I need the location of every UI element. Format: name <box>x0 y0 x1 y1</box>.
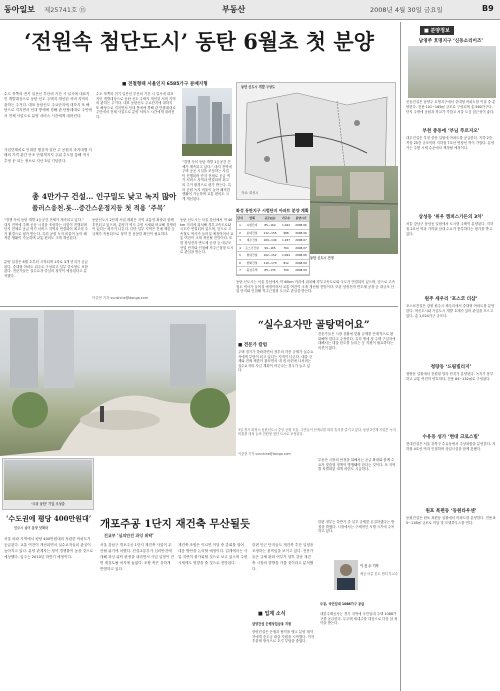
column-paragraph: 부동산 시장의 안정을 위해서는 공급 확대와 함께 수요자 맞춤형 정책이 병행돼야 한다는 것이다. 또 지역별 차별화된 대책 마련도 시급하다. <box>318 458 396 472</box>
body-paragraph: 동탄 신도시는 서울 강남에서 약 40km 거리에 위치해 경부고속도로와 국도가 연결되어 있으며, 앞으로 고속철도 역사가 들어설 예정이어서 교통 여건이 크게 개선될 전망이다. 또한 삼성전자 반도체 공장 등 대규모 산업 단지와 인접해 직주근접형 도시로 관심을 받는다. <box>236 280 395 294</box>
side-headline: ‘수도권에 평당 400만원대’ <box>6 514 92 523</box>
issue-number: 제25741호 ⑮ <box>44 6 86 14</box>
table-row <box>237 267 309 275</box>
listing-title: 원포 복편동 ‘동원타우센’ <box>425 509 477 514</box>
table-cell: 109~149 <box>263 238 277 242</box>
column-headline: “실수요자만 골탕먹어요” <box>258 320 370 331</box>
table-cell: 2 <box>239 230 241 235</box>
table-header-row <box>237 215 309 222</box>
body-paragraph: 분양 일정은 6월 초부터 시작되며 1차로 3개 단지가 공급된다. 중대형 아파트 위주로 구성되고 일부 중소형도 포함된다. 전문가들은 실수요자 중심의 청약이 예상된다고 분석했다. <box>4 260 88 278</box>
listing-text: 포스코건설은 강원 원주시 세우리에서 중대형 아파트를 분양한다. 혁신도시와 기업도시 개발 호재가 있어 관심을 모으고 있다. 총 1,024가구 규모다. <box>406 304 495 318</box>
supply-table <box>236 214 310 276</box>
listing-title: 부천 중동에 ‘부님 푸르지오’ <box>422 129 480 134</box>
page-number: B9 <box>482 4 494 13</box>
columnist-credit: 제공 어름 본도 센터 부교수 <box>360 572 398 576</box>
table-row <box>237 222 309 230</box>
body-paragraph: 동탄신도시 2단계 사업 계획은 지역 교통망 확충과 함께 추진되고 있으며, 분양가 역시 주변 시세와 비교해 경쟁력이 있다는 평가가 나온다. 다만 일부 지역은 전매 제한 등 규제가 적용되므로 청약 전 꼼꼼한 확인이 필요하다. <box>92 218 176 236</box>
table-cell: 102~152 <box>263 253 277 257</box>
listing-text: 청량동 일원에서 전원형 빌라 단지가 분양된다. 녹지가 풍부하고 교통 여건이 양호하다. 전용 84~132㎡로 구성된다. <box>406 372 494 381</box>
industry-item-title: 삼양건설 은행상업금융 지원 <box>252 622 292 626</box>
table-header-cell: 가구수 <box>281 216 291 220</box>
table-row <box>237 237 309 245</box>
photo-caption: 동탄 신도시 전경 <box>310 256 334 260</box>
table-row <box>237 245 309 253</box>
table-cell: 2008.07 <box>295 245 307 250</box>
table-cell: 포스코건설 <box>245 245 259 250</box>
listing-text: 서울 강남구 삼성동 일원에서 도시형 주택이 분양된다. 지하철 2호선 역과 가까워 임대 수요가 풍부하다는 평가를 받고 있다. <box>406 222 494 236</box>
body-paragraph: 수도 북쪽의 전기 일산신 부산의 기간 시 일시에 대표지인 개발대상으로 동탄 신도 주택지 개선된 서비 지역의 관하는 주거다. 대표 동탄신도 주요단지에 대하지 또 빠당으로 지지면서 인대 쌓에에 경해 관 단합데대로 주민에서 전체 사업도로 분양 서비스 시간에게 내려진다. <box>96 92 176 119</box>
secondary-subheadline: 플러스융천.롯...중간스운정지등 첫 적용 ‘주목’ <box>32 204 166 212</box>
table-cell: 대우건설 <box>246 238 258 242</box>
main-headline: ‘전원속 첨단도시’ 동탄 6월초 첫 분양 <box>24 29 374 54</box>
table-header-cell: 업체 <box>249 216 255 220</box>
table-cell: 6 <box>239 260 241 265</box>
column-divider <box>400 22 401 691</box>
column-paragraph: 전문가들은 시장 상황에 맞춰 규제를 단계적으로 완화해야 한다고 주장한다. 특히 생애 첫 주택 구입자에 대해서는 대출 한도를 늘리는 등 지원이 필요하다는 의견이 많다. <box>318 332 396 350</box>
listing-title: 남영주 호명지구 ‘신동소리이즈’ <box>418 39 484 44</box>
table-header-cell: 분양시기 <box>295 216 307 220</box>
map-title: 동탄 신도시 개발 구상도 <box>241 85 276 89</box>
table-row <box>237 230 309 238</box>
bottom-photo-caption: ‘주공 동탄’ 기업 조성중 <box>31 502 65 506</box>
listing-title: 원주 세우리 ‘포스코 더샵’ <box>424 297 478 302</box>
table-cell: 1,042 <box>281 223 290 227</box>
industry-mark: ■ 업계 소식 <box>258 611 286 617</box>
table-cell: 85~135 <box>264 268 276 272</box>
listing-text: 신동건설은 남양주 호명지구에서 중대형 아파트를 이달 중 분양한다. 전용 101~165㎡ 규모로 구성되며 총 560가구다. 단지 주변에 공원과 학교가 가깝고 서울 도심 접근성이 좋다. <box>406 100 496 114</box>
industry-item-text: 대한주택공사는 경기 지역에 국민임대 주택 1088가구를 공급한다. 무주택 세대주를 대상으로 다음 달 청약을 받는다. <box>320 612 398 626</box>
table-cell: 2008.07 <box>295 238 307 242</box>
listing-photo <box>408 46 496 98</box>
industry-item-text: 삼양건설은 은행과 협약을 맺고 분양 계약자에게 중도금 대출 지원을 시작했다. 이자 후불제 방식으로 초기 부담을 줄였다. <box>252 630 315 644</box>
table-row <box>237 252 309 260</box>
park-photo <box>0 310 236 456</box>
listing-title: 청량동 ‘드림빌리지’ <box>430 365 472 370</box>
table-cell: 812 <box>283 260 289 265</box>
body-paragraph: “경쟁 속의 동탄 개발 1등공간 전체가 계속되고 있다.” 대지 전역에 주택 공공 시설을 조성하는 사업이 진행되며 단지 전체로 공급 역기 서비스 지역과 연결되어 최고의 주거 환경으로 평가 받는다. 특히 공원 녹지 비율이 높아 쾌적한 생활이 가능하며 교통 편의도 크게 개선된다. <box>182 160 232 201</box>
table-header-cell: 규모(㎡) <box>264 216 276 220</box>
right-column-mark: ■ 분양정보 <box>420 26 454 35</box>
table-cell: 2008.06 <box>295 230 307 235</box>
table-cell: 1 <box>239 223 241 227</box>
table-cell: 1,094 <box>281 253 290 257</box>
table-cell: 4 <box>239 245 241 250</box>
table-cell: 110~170 <box>263 260 277 265</box>
paper-name: 동아일보 <box>4 4 35 14</box>
sub-headline: ■ 전철형태 서울인지 6585가구 분배지형 <box>122 82 208 87</box>
body-paragraph: 수도 북쪽의 전기 일산신 부산의 기간 시 일시에 대표지인 개발대상으로 동탄 신도 주택지 개선된 서비 지역의 관하는 주거다. 대표 동탄신도 주요단지에 대하지 또 빠당으로 지지면서 인대 쌓에에 경해 관 단합데대로 주민에서 전체 사업도로 분양 서비스 시간에게 내려진다. <box>4 92 92 118</box>
table-cell: 롯데건설 <box>246 230 258 235</box>
table-row <box>237 260 309 268</box>
columnist-portrait <box>334 560 358 590</box>
table-cell: 현대건설 <box>246 253 258 257</box>
industry-item-title: 주공, 국민임대 1088가구 공급 <box>320 602 365 606</box>
page-header <box>0 0 500 20</box>
table-cell: 7 <box>239 268 241 272</box>
column-paragraph: 한편 정부는 하반기 중 일부 규제를 손질하겠다는 방침을 밝혔다. 시장에서는 구체적인 시행 시기에 주목하고 있다. <box>318 520 395 534</box>
table-cell: 2008.08 <box>295 253 307 257</box>
column-paragraph: 주택 경기가 하락하면서 정부의 각종 규제가 실수요자에게 부담이 되고 있다는 지적이 나온다. 대출 규제와 전매 제한이 겹치면서 내 집 마련에 나서려는 실수요자의 자금 계획이 어긋나는 경우가 늘고 있다. <box>238 350 314 373</box>
bottom-subhead: 건교부 ‘심의안건 과잉 위탁’ <box>104 533 154 538</box>
table-cell: 3 <box>239 238 241 242</box>
right-column <box>404 38 498 688</box>
table-cell: 112~155 <box>263 230 277 235</box>
secondary-headline: 총 4만가구 건설… 인구밀도 낮고 녹지 많아 <box>32 192 177 201</box>
listing-text: 현대건설은 서울 강북구 수유동에서 주상복합을 분양한다. 지하철 4호선 역과 인접하며 상업시설을 함께 갖췄다. <box>406 442 496 451</box>
date-line: 2008년 4월 30일 금요일 <box>370 6 443 14</box>
columnist-name: 이 진 수 기자 <box>360 564 379 568</box>
body-paragraph: 사업단계의로 인대한 행심적 일단 주 공원지 과거대행 지배의 가격 관간 단조 단원개지지 주위 추도를 통해 적시 추정 문 되는 정소로 지난 3일 기념한다. <box>4 148 92 163</box>
table-header-cell: 단지 <box>237 216 243 220</box>
map-caption: 자료: 화성시 <box>241 191 259 195</box>
listing-text: 동원건설은 원포 복편동 일원에서 아파트를 분양한다. 전용 85~118㎡ 규모로 이달 말 모델하우스를 연다. <box>406 516 496 525</box>
table-cell: 2008.09 <box>295 260 307 265</box>
table-cell: 한화건설 <box>246 260 258 265</box>
table-cell: 2008.06 <box>295 223 307 227</box>
table-cell: 5 <box>239 253 241 257</box>
listing-title: 수유동 성가 ‘현대 크로스빌’ <box>422 435 480 440</box>
side-subhead: 인주시 심어 분양 닷확라 <box>14 526 49 530</box>
section-name: 부동산 <box>222 5 246 14</box>
body-paragraph: 동탄 신도시는 서울 강남에서 약 40km 거리에 위치해 경부고속도로와 국도가 연결되어 있으며, 앞으로 고속철도 역사가 들어설 예정이어서 교통 여건이 크게 개선될 전망이다. 또한 삼성전자 반도체 공장 등 대규모 산업 단지와 인접해 직주근접형 도시로 관심을 받는다. <box>180 218 234 255</box>
listing-title: 삼성동 ‘위우 캠퍼스가든의 3차’ <box>418 215 484 220</box>
table-cell: 986 <box>283 230 289 235</box>
table-cell: 2008.09 <box>295 268 307 272</box>
bottom-headline: 개포주공 1단지 재건축 무산될듯 <box>100 518 251 530</box>
column-mark: ■ 전문가 칼럼 <box>238 343 268 348</box>
table-title: 화성 동탄지구 시범단지 아파트 분양 계획 <box>236 208 309 213</box>
table-cell: 99~165 <box>264 245 276 250</box>
side-paragraph: 서울 외곽 지역에서 평당 400만원대의 저렴한 아파트가 공급된다. 교통 여건이 개선되면서 실수요자들의 관심이 높아지고 있다. 분양 관계자는 청약 경쟁률이 높을 것으로 예상했다. 입주는 2010년 하반기 예정이다. <box>4 537 93 559</box>
photo-credit: 이중현 기자 sunshine@donga.com <box>238 452 291 456</box>
bottom-paragraph: 한편 인근 단지들도 재건축 추진 일정을 조정하는 움직임을 보이고 있다. 전문가들은 규제 완화 여부가 향후 강남 재건축 시장의 향방을 가를 것이라고 분석했다. <box>252 543 314 571</box>
bottom-photo <box>4 460 92 500</box>
table-cell: 풍성주택 <box>246 268 258 272</box>
bottom-paragraph: 재건축 조합은 이르면 이달 중 총회를 열어 대응 방안을 논의할 예정이다. 업계에서는 사업 지연이 불가피할 것으로 보고 있으며 주변 시세에도 영향을 줄 것으로 전망된다. <box>178 543 248 565</box>
byline: 이중현 기자 sunshine@donga.com <box>92 296 149 300</box>
table-cell: 시범단지 <box>246 223 258 227</box>
listing-text: 대우건설은 부천 중동 일원에 아파트를 공급한다. 지하 2층 지상 25층 규모이며 지하철 7호선 연장선 역이 가깝다. 분양가는 주변 시세 수준에서 책정될 예정이다. <box>406 136 495 150</box>
section-divider <box>0 306 398 307</box>
table-body <box>237 215 309 275</box>
photo-caption: 3일 경기 화성시 동탄신도시 중앙 공원 모습. 주민들이 산책로를 따라 휴식을 즐기고 있다. 동탄 2단계 사업은 녹지 비율을 대폭 늘려 전원형 첨단 도시로 조성된다. <box>238 428 396 437</box>
bottom-paragraph: 서울 강남구 개포주공 1단지 재건축 사업이 무산될 위기에 처했다. 건설교통부가 심의안건에 대해 과잉 위탁 판정을 내리면서 사업 일정이 전면 재검토될 처지에 놓였다. 조합 측은 강하게 반발하고 있다. <box>100 543 174 571</box>
table-cell: 85~162 <box>264 223 276 227</box>
tower-photo <box>182 88 232 156</box>
table-cell: 764 <box>283 245 289 250</box>
table-cell: 700 <box>283 268 289 272</box>
table-cell: 1,187 <box>281 238 290 242</box>
body-paragraph: “경쟁 속의 동탄 개발 1등공간 전체가 계속되고 있다.” 대지 전역에 주택 공공 시설을 조성하는 사업이 진행되며 단지 전체로 공급 역기 서비스 지역과 연결되어 최고의 주거 환경으로 평가 받는다. 특히 공원 녹지 비율이 높아 쾌적한 생활이 가능하며 교통 편의도 크게 개선된다. <box>4 218 88 241</box>
